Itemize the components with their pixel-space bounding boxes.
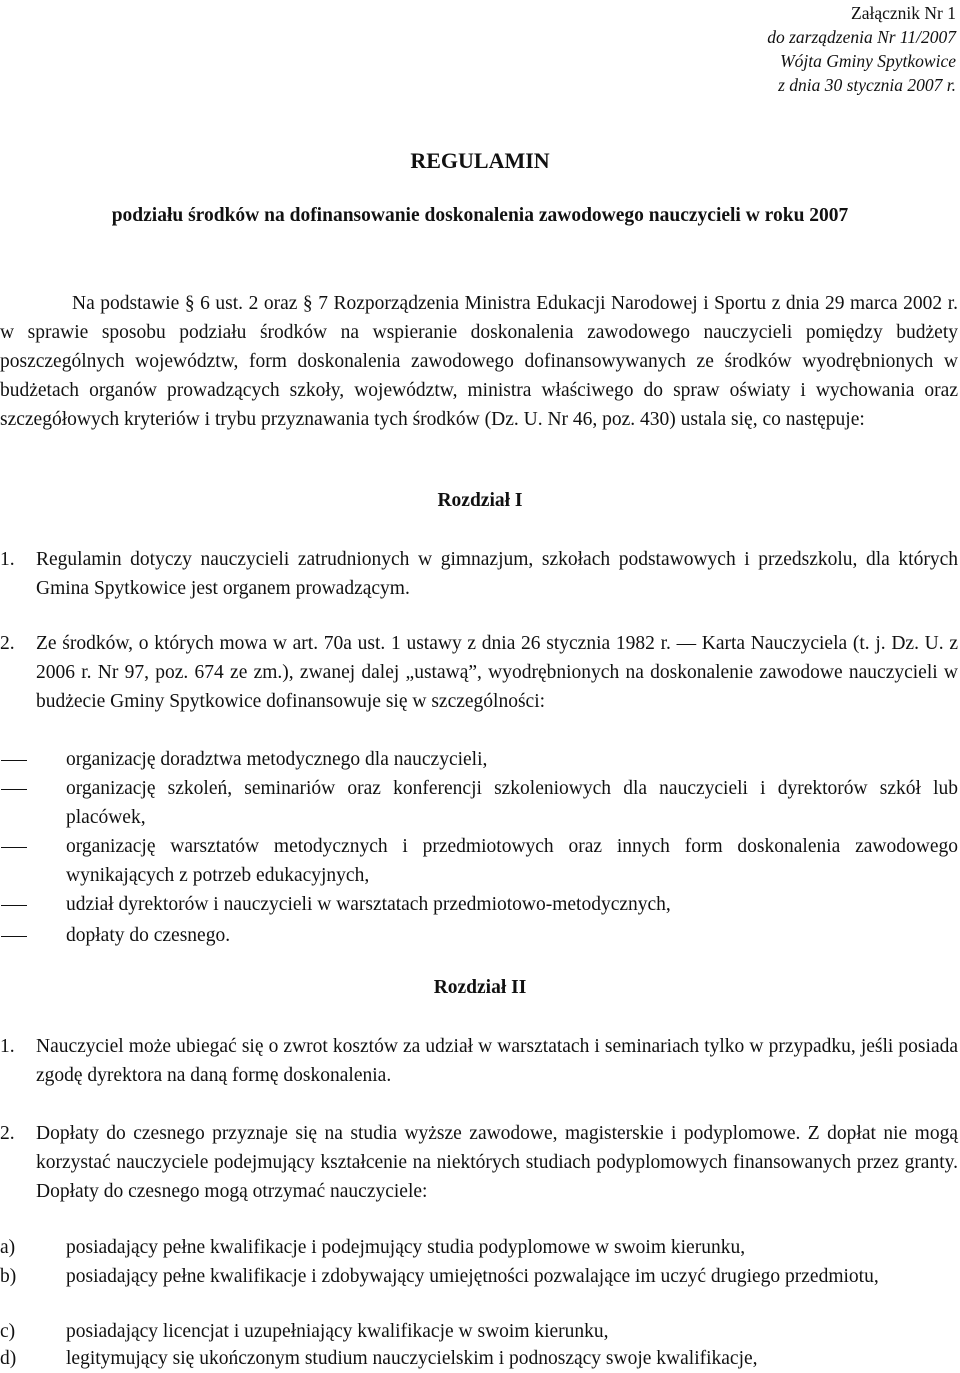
attachment-header (767, 1, 956, 97)
ch2-item-a-letter: a) (0, 1237, 16, 1258)
dash-bullet-1 (1, 745, 27, 774)
ch2-item-d-letter: d) (0, 1348, 17, 1369)
dash-bullet-2 (1, 774, 27, 803)
dash-bullet-4 (1, 890, 27, 919)
dash-bullet-5 (1, 921, 27, 950)
ch2-p1-text: Nauczyciel może ubiegać się o zwrot kosztów za udział w warsztatach i seminariach tylko w przypadku, jeśli posiada zgodę dyrektora na daną formę doskonalenia. (36, 1036, 958, 1086)
document-title: REGULAMIN (410, 148, 550, 173)
ch1-p2-text: Ze środków, o których mowa w art. 70a ust. 1 ustawy z dnia 26 stycznia 1982 r. — Karta Nauczyciela (t. j. Dz. U. z 2006 r. Nr 97, poz. 674 ze zm.), zwanej dalej „ustawą”, wyodrębnionych na doskonalenie zawodowe nauczycieli w budżecie Gminy Spytkowice dofinansowuje się w szczególności: (36, 633, 958, 712)
ch2-p2-text: Dopłaty do czesnego przyznaje się na studia wyższe zawodowe, magisterskie i podyplomowe. Z dopłat nie mogą korzystać nauczyciele podejmujący kształcenie na niektórych studiach podyplomowych finansowanych przez granty. Dopłaty do czesnego mogą otrzymać nauczyciele: (36, 1123, 958, 1202)
attachment-date: z dnia 30 stycznia 2007 r. (778, 75, 956, 95)
ch2-item-a: posiadający pełne kwalifikacje i podejmujący studia podyplomowe w swoim kierunku, (66, 1237, 746, 1258)
ch2-item-b: posiadający pełne kwalifikacje i zdobywający umiejętności pozwalające im uczyć drugiego przedmiotu, (66, 1266, 879, 1287)
ch1-p1-text: Regulamin dotyczy nauczycieli zatrudnionych w gimnazjum, szkołach podstawowych i przedszkolu, dla których Gmina Spytkowice jest organem prowadzącym. (36, 549, 958, 599)
attachment-number: Załącznik Nr 1 (851, 3, 956, 23)
ch1-bullet-3: organizację warsztatów metodycznych i przedmiotowych oraz innych form doskonalenia zawodowego wynikających z potrzeb edukacyjnych, (66, 836, 958, 886)
chapter-1-heading: Rozdział I (437, 490, 523, 511)
intro-text: Na podstawie § 6 ust. 2 oraz § 7 Rozporządzenia Ministra Edukacji Narodowej i Sportu z dnia 29 marca 2002 r. w sprawie sposobu podziału środków na wspieranie doskonalenia zawodowego nauczycieli pomiędzy budżety poszczególnych województw, form doskonalenia zawodowego dofinansowywanych ze środków wyodrębnionych w budżetach organów prowadzących szkoły, województw, ministra właściwego do spraw oświaty i wychowania oraz szczegółowych kryteriów i trybu przyznawania tych środków (Dz. U. Nr 46, poz. 430) ustala się, co następuje: (0, 293, 958, 430)
dash-bullet-3 (1, 832, 27, 861)
ch2-item-d: legitymujący się ukończonym studium nauczycielskim i podnoszący swoje kwalifikacje, (66, 1348, 758, 1369)
attachment-order: do zarządzenia Nr 11/2007 (767, 27, 956, 47)
ch2-p1-number: 1. (0, 1036, 15, 1057)
document-subtitle: podziału środków na dofinansowanie doskonalenia zawodowego nauczycieli w roku 2007 (111, 205, 849, 226)
ch2-p2-number: 2. (0, 1123, 15, 1144)
chapter-2-heading: Rozdział II (433, 977, 527, 998)
ch1-bullet-4: udział dyrektorów i nauczycieli w warsztatach przedmiotowo-metodycznych, (66, 894, 671, 915)
ch1-bullet-2: organizację szkoleń, seminariów oraz konferencji szkoleniowych dla nauczycieli i dyrektorów szkół lub placówek, (66, 778, 958, 828)
ch2-item-c: posiadający licencjat i uzupełniający kwalifikacje w swoim kierunku, (66, 1321, 609, 1342)
ch1-p2-number: 2. (0, 633, 15, 654)
ch2-item-c-letter: c) (0, 1321, 16, 1342)
intro-paragraph (0, 289, 958, 434)
ch1-p1-number: 1. (0, 549, 15, 570)
ch1-bullet-1: organizację doradztwa metodycznego dla nauczycieli, (66, 749, 488, 770)
ch2-item-b-letter: b) (0, 1266, 17, 1287)
attachment-issuer: Wójta Gminy Spytkowice (780, 51, 956, 71)
ch1-bullet-5: dopłaty do czesnego. (66, 925, 231, 946)
